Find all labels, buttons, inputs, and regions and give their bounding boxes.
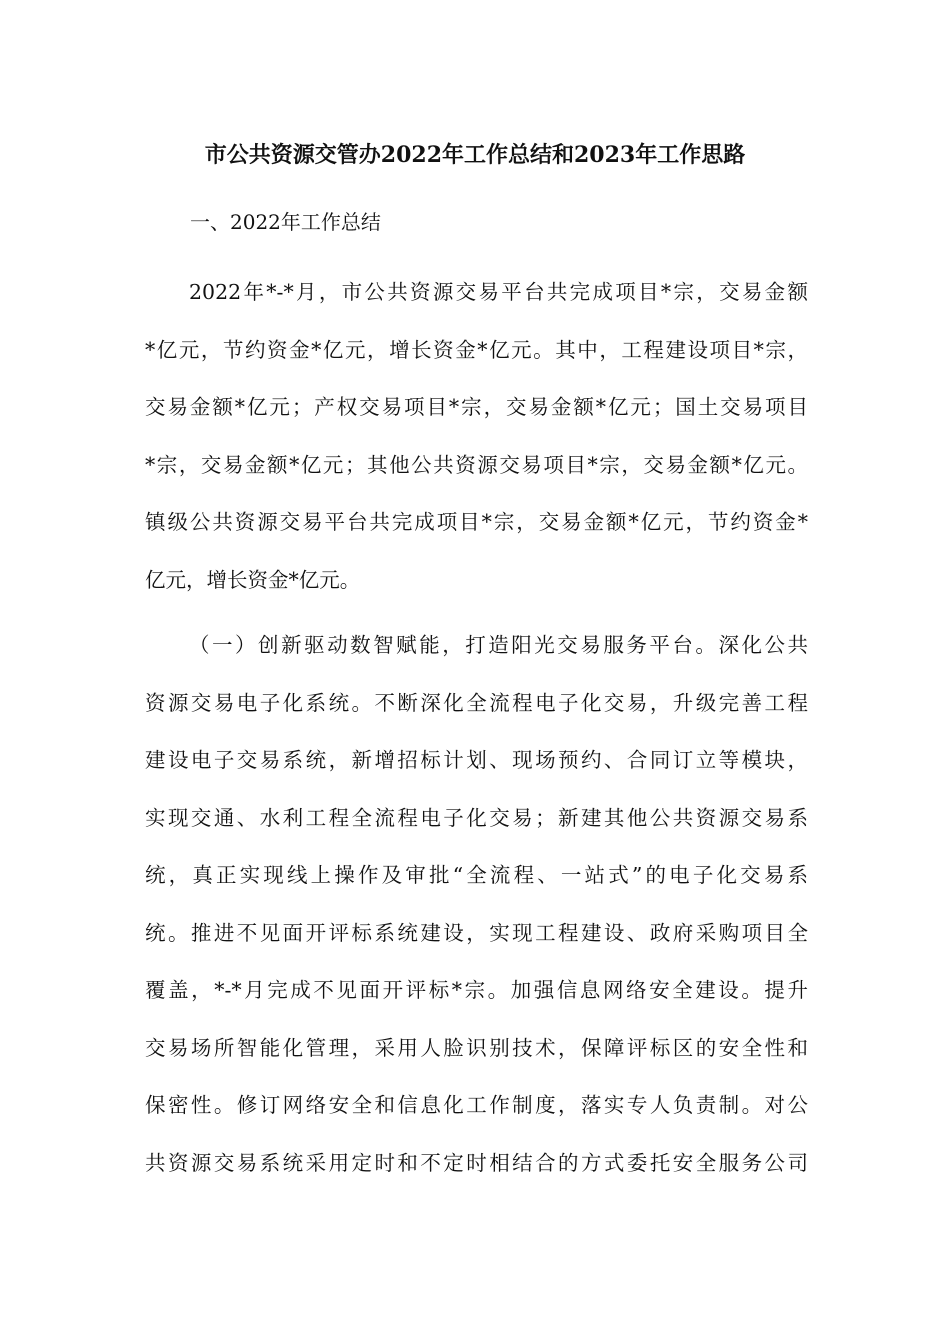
text-line: 交易场所智能化管理，采用人脸识别技术，保障评标区的安全性和 <box>145 1035 808 1060</box>
text-line: 实现交通、水利工程全流程电子化交易；新建其他公共资源交易系 <box>145 805 808 830</box>
text-line: 共资源交易系统采用定时和不定时相结合的方式委托安全服务公司 <box>145 1150 808 1175</box>
text-line: *宗，交易金额*亿元；其他公共资源交易项目*宗，交易金额*亿元。 <box>145 452 808 477</box>
text-line: 交易金额*亿元；产权交易项目*宗，交易金额*亿元；国土交易项目 <box>145 395 808 419</box>
text-line: 2022年*-*月，市公共资源交易平台共完成项目*宗，交易金额 <box>189 280 808 304</box>
document-title: 市公共资源交管办2022年工作总结和2023年工作思路 <box>204 142 746 168</box>
text-line: 统，真正实现线上操作及审批“全流程、一站式”的电子化交易系 <box>145 863 808 887</box>
paragraph-innovation <box>145 617 808 1192</box>
text-line: 资源交易电子化系统。不断深化全流程电子化交易，升级完善工程 <box>145 690 808 715</box>
text-line: 保密性。修订网络安全和信息化工作制度，落实专人负责制。对公 <box>145 1093 808 1117</box>
text-line: 统。推进不见面开评标系统建设，实现工程建设、政府采购项目全 <box>145 920 808 945</box>
text-line: 覆盖，*-*月完成不见面开评标*宗。加强信息网络安全建设。提升 <box>145 978 808 1002</box>
text-line: 镇级公共资源交易平台共完成项目*宗，交易金额*亿元，节约资金* <box>145 510 808 534</box>
text-line: 亿元，增长资金*亿元。 <box>145 567 361 592</box>
text-line: （一）创新驱动数智赋能，打造阳光交易服务平台。深化公共 <box>189 633 808 657</box>
section-heading: 一、2022年工作总结 <box>190 210 381 234</box>
text-line: 建设电子交易系统，新增招标计划、现场预约、合同订立等模块， <box>145 748 808 772</box>
text-line: *亿元，节约资金*亿元，增长资金*亿元。其中，工程建设项目*宗， <box>145 337 808 362</box>
paragraph-summary <box>145 264 808 609</box>
